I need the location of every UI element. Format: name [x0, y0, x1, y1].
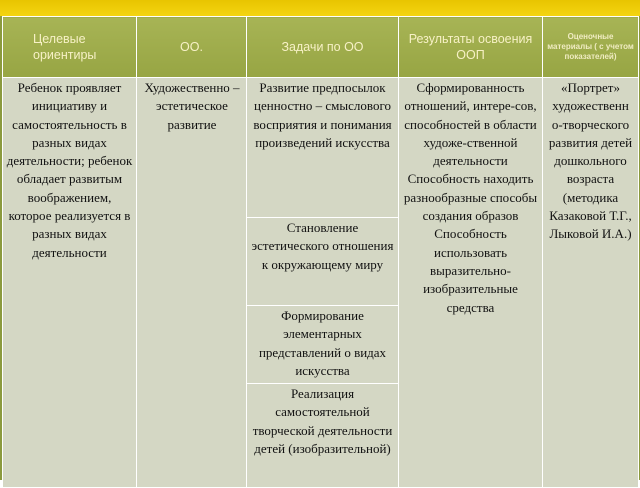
educational-area-cell: Художественно – эстетическое развитие	[137, 78, 247, 488]
header-row	[3, 17, 639, 78]
assessment-materials-cell: «Портрет» художественн о-творческого развития детей дошкольного возраста (методика Казаковой Т.Г., Лыковой И.А.)	[543, 78, 639, 488]
task-cell: Становление эстетического отношения к окружающему миру	[247, 218, 399, 306]
top-accent-strip	[0, 0, 640, 16]
results-cell: Сформированность отношений, интере-сов, способностей в области художе-ственной деятельности Способность находить разнообразные способы создания образов Способность использовать выразительно-изобразительные средства	[399, 78, 543, 488]
header-tasks: Задачи по ОО	[247, 17, 399, 78]
header-target-guidelines: Целевые ориентиры	[3, 17, 137, 78]
header-educational-area: ОО.	[137, 17, 247, 78]
table-row	[3, 78, 639, 218]
task-cell: Реализация самостоятельной творческой деятельности детей (изобразительной)	[247, 384, 399, 488]
target-guideline-cell: Ребенок проявляет инициативу и самостоятельность в разных видах деятельности; ребенок обладает развитым воображением, которое реализуется в разных видах деятельности	[3, 78, 137, 488]
header-assessment-materials: Оценочные материалы ( с учетом показателей)	[543, 17, 639, 78]
task-cell: Развитие предпосылок ценностно – смыслового восприятия и понимания произведений искусства	[247, 78, 399, 218]
program-table	[2, 16, 639, 488]
task-cell: Формирование элементарных представлений о видах искусства	[247, 306, 399, 384]
header-results: Результаты освоения ООП	[399, 17, 543, 78]
